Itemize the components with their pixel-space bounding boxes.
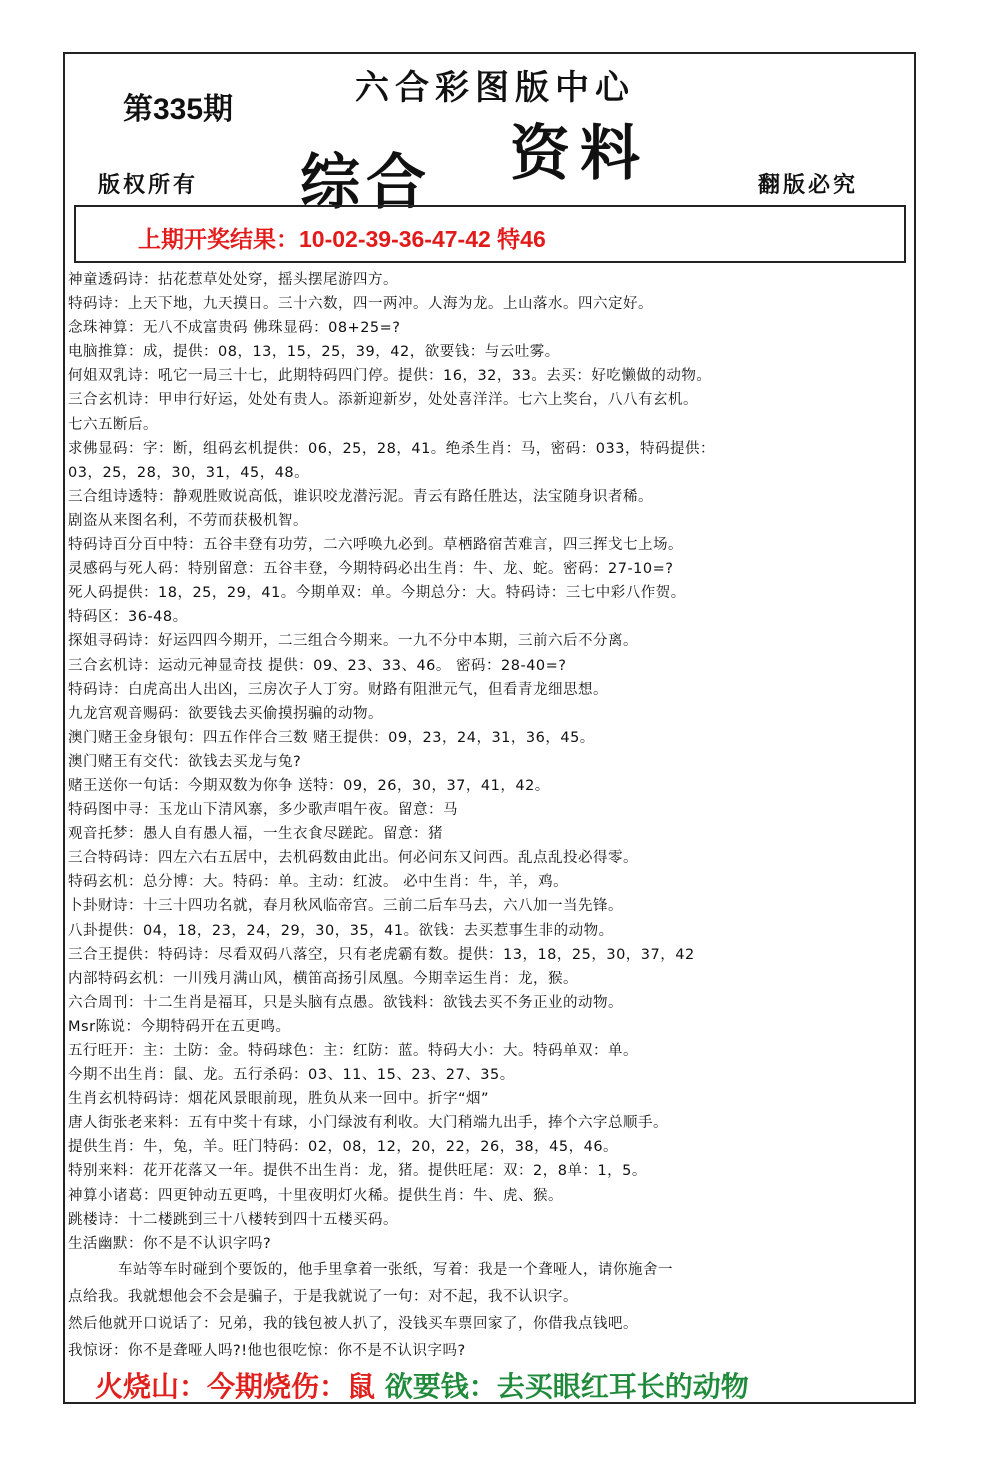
story-line: 车站等车时碰到个要饭的，他手里拿着一张纸，写着：我是一个聋哑人，请你施舍一 [118,1262,673,1278]
content-line: 死人码提供：18，25，29，41。今期单双：单。今期总分：大。特码诗：三七中彩八作贺。 [68,585,686,602]
center-title: 六合彩图版中心 [355,68,635,108]
footer-banner [95,1365,749,1405]
content-line: 特码诗：上天下地，九天摸日。三十六数，四一两冲。人海为龙。上山落水。四六定好。 [68,296,653,313]
issue-number: 第335期 [123,93,234,126]
content-line: 七六五断后。 [68,416,158,433]
content-line: 特码图中寻：玉龙山下清风寨，多少歌声唱午夜。留意：马 [68,802,458,819]
last-draw-result: 上期开奖结果：10-02-39-36-47-42 特46 [138,226,546,252]
content-line: Msr陈说：今期特码开在五更鸣。 [68,1018,291,1035]
content-line: 念珠神算：无八不成富贵码 佛珠显码：08+25=? [68,320,401,337]
content-line: 神算小诸葛：四更钟动五更鸣，十里夜明灯火稀。提供生肖：牛、虎、猴。 [68,1187,563,1204]
content-line: 何姐双乳诗：吼它一局三十七，此期特码四门停。提供：16，32，33。去买：好吃懒做的动物。 [68,368,712,385]
content-line: 内部特码玄机：一川残月满山风，横笛高扬引凤凰。今期幸运生肖：龙，猴。 [68,970,578,987]
story-line: 我惊讶：你不是聋哑人吗?!他也很吃惊：你不是不认识字吗? [68,1343,466,1359]
content-line: 剧盗从来图名利，不劳而获极机智。 [68,512,308,529]
content-line: 澳门赌王有交代：欲钱去买龙与兔? [68,753,302,770]
content-line: 特码玄机：总分博：大。特码：单。主动：红波。 必中生肖：牛，羊，鸡。 [68,874,569,891]
content-line: 求佛显码：字：断，组码玄机提供：06，25，28，41。绝杀生肖：马，密码：033，特码提供： [68,440,715,457]
content-line: 五行旺开：主：土防：金。特码球色：主：红防：蓝。特码大小：大。特码单双：单。 [68,1043,638,1059]
content-line: 生肖玄机特码诗：烟花风景眼前现，胜负从来一回中。折字“烟” [68,1091,490,1108]
content-line: 探姐寻码诗：好运四四今期开，二三组合今期来。一九不分中本期，三前六后不分离。 [68,633,638,650]
content-lines [68,268,898,1256]
content-line: 九龙宫观音赐码：欲要钱去买偷摸拐骗的动物。 [68,705,383,722]
content-line: 三合玄机诗：运动元神显奇技 提供：09、23、33、46。 密码：28-40=? [68,657,567,674]
content-line: 三合王提供：特码诗：尽看双码八落空，只有老虎霸有数。提供：13，18，25，30，37，42 [68,946,695,963]
content-line: 三合组诗透特：静观胜败说高低，谁识咬龙潜污泥。青云有路任胜达，法宝随身识者稀。 [68,488,653,505]
content-line: 赌王送你一句话：今期双数为你争 送特：09，26，30，37，41，42。 [68,777,550,794]
content-line: 三合玄机诗：甲申行好运，处处有贵人。添新迎新岁，处处喜洋洋。七六上奖台，八八有玄机。 [68,392,698,409]
content-line: 观音托梦：愚人自有愚人福，一生衣食尽蹉跎。留意：猪 [68,826,443,843]
content-line: 03，25，28，30，31，45，48。 [68,464,310,481]
content-line: 灵感码与死人码：特别留意：五谷丰登，今期特码必出生肖：牛、龙、蛇。密码：27-10=? [68,561,674,578]
humor-story [68,1257,898,1365]
content-line: 三合特码诗：四左六右五居中，去机码数由此出。何必问东又问西。乱点乱投必得零。 [68,850,638,867]
content-line: 特别来料：花开花落又一年。提供不出生肖：龙，猪。提供旺尾：双：2，8单：1，5。 [68,1163,647,1180]
content-line: 特码区：36-48。 [68,609,188,626]
story-line: 点给我。我就想他会不会是骗子，于是我就说了一句：对不起，我不认识字。 [68,1289,578,1305]
content-line: 特码诗：白虎高出人出凶，三房次子人丁穷。财路有阻泄元气，但看青龙细思想。 [68,681,608,698]
footer-red-text: 火烧山：今期烧伤：鼠 [95,1370,376,1403]
story-line: 然后他就开口说话了：兄弟，我的钱包被人扒了，没钱买车票回家了，你借我点钱吧。 [68,1316,638,1332]
content-line: 提供生肖：牛，兔，羊。旺门特码：02，08，12，20，22，26，38，45，46。 [68,1139,619,1156]
content-line: 神童透码诗：拈花惹草处处穿，摇头摆尾游四方。 [68,272,398,288]
footer-green-text: 欲要钱：去买眼红耳长的动物 [375,1370,749,1403]
content-line: 澳门赌王金身银句：四五作伴合三数 赌王提供：09，23，24，31，36，45。 [68,729,595,746]
content-line: 八卦提供：04，18，23，24，29，30，35，41。欲钱：去买惹事生非的动物。 [68,922,614,939]
result-box [74,205,906,263]
copyright-right: 翻版必究 [758,172,859,198]
copyright-left: 版权所有 [98,172,199,198]
content-line: 唐人街张老来料：五有中奖十有球，小门绿波有利收。大门稍端九出手，捧个六字总顺手。 [68,1115,668,1132]
content-line: 跳楼诗：十二楼跳到三十八楼转到四十五楼买码。 [68,1211,398,1228]
content-line: 生活幽默：你不是不认识字吗? [68,1235,272,1252]
big-title-left: 综合 [300,148,432,218]
content-line: 特码诗百分百中特：五谷丰登有功劳，二六呼唤九必到。草栖路宿苦难言，四三挥戈七上场。 [68,537,683,554]
content-line: 六合周刊：十二生肖是福耳，只是头脑有点愚。欲钱料：欲钱去买不务正业的动物。 [68,994,623,1011]
content-line: 今期不出生肖：鼠、龙。五行杀码：03、11、15、23、27、35。 [68,1067,515,1084]
content-line: 电脑推算：成，提供：08，13，15，25，39，42，欲要钱：与云吐雾。 [68,344,560,361]
content-line: 卜卦财诗：十三十四功名就，春月秋风临帝宫。三前二后车马去，六八加一当先锋。 [68,898,623,915]
big-title-right: 资料 [510,119,650,189]
